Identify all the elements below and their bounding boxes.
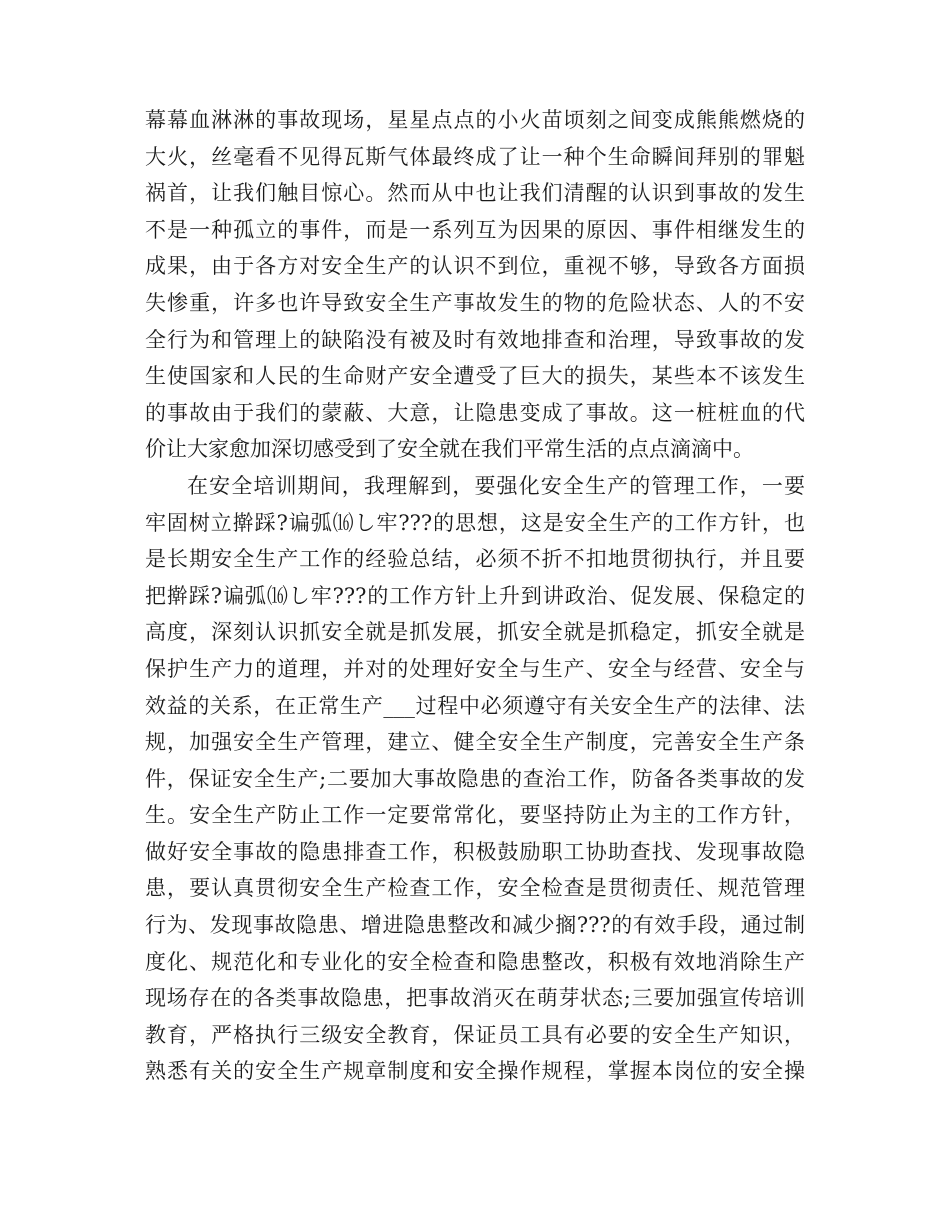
text-line: 效益的关系，在正常生产___过程中必须遵守有关安全生产的法律、法 <box>145 693 805 718</box>
text-line: 幕幕血淋淋的事故现场，星星点点的小火苗顷刻之间变成熊熊燃烧的 <box>145 108 805 132</box>
text-line: 度化、规范化和专业化的安全检查和隐患整改，积极有效地消除生产 <box>145 949 805 974</box>
text-line: 现场存在的各类事故隐患，把事故消灭在萌芽状态;三要加强宣传培训 <box>145 986 805 1011</box>
text-line: 件，保证安全生产;二要加大事故隐患的查治工作，防备各类事故的发 <box>145 766 805 791</box>
text-line: 规，加强安全生产管理，建立、健全安全生产制度，完善安全生产条 <box>145 730 805 755</box>
text-line: 行为、发现事故隐患、增进隐患整改和减少搁???的有效手段，通过制 <box>145 913 805 938</box>
body-text <box>145 102 805 1090</box>
text-line: 价让大家愈加深切感受到了安全就在我们平常生活的点点滴滴中。 <box>145 437 754 462</box>
text-line: 是长期安全生产工作的经验总结，必须不折不扣地贯彻执行，并且要 <box>145 547 805 572</box>
text-line: 熟悉有关的安全生产规章制度和安全操作规程，掌握本岗位的安全操 <box>145 1059 805 1084</box>
text-line: 把擀踩?谝弧⒃し牢???的工作方针上升到讲政治、促发展、保稳定的 <box>145 583 805 608</box>
text-line: 成果，由于各方对安全生产的认识不到位，重视不够，导致各方面损 <box>145 254 805 279</box>
paragraph-2 <box>145 468 805 1090</box>
text-line: 做好安全事故的隐患排查工作，积极鼓励职工协助查找、发现事故隐 <box>145 839 805 864</box>
text-line: 牢固树立擀踩?谝弧⒃し牢???的思想，这是安全生产的工作方针，也 <box>145 510 805 535</box>
text-line: 祸首，让我们触目惊心。然而从中也让我们清醒的认识到事故的发生 <box>145 181 805 206</box>
text-line: 不是一种孤立的事件，而是一系列互为因果的原因、事件相继发生的 <box>145 217 805 242</box>
text-line: 在安全培训期间，我理解到，要强化安全生产的管理工作，一要 <box>187 473 805 498</box>
text-line: 生。安全生产防止工作一定要常常化，要坚持防止为主的工作方针， <box>145 803 805 828</box>
text-line: 生使国家和人民的生命财产安全遭受了巨大的损失，某些本不该发生 <box>145 364 805 389</box>
text-line: 失惨重，许多也许导致安全生产事故发生的物的危险状态、人的不安 <box>145 290 805 315</box>
text-line: 的事故由于我们的蒙蔽、大意，让隐患变成了事故。这一桩桩血的代 <box>145 400 805 425</box>
paragraph-1 <box>145 102 805 468</box>
text-line: 全行为和管理上的缺陷没有被及时有效地排查和治理，导致事故的发 <box>145 327 805 352</box>
text-line: 大火，丝毫看不见得瓦斯气体最终成了让一种个生命瞬间拜别的罪魁 <box>145 144 805 169</box>
text-line: 患，要认真贯彻安全生产检查工作，安全检查是贯彻责任、规范管理 <box>145 876 805 901</box>
text-line: 高度，深刻认识抓安全就是抓发展，抓安全就是抓稳定，抓安全就是 <box>145 620 805 645</box>
text-line: 教育，严格执行三级安全教育，保证员工具有必要的安全生产知识， <box>145 1022 805 1047</box>
text-line: 保护生产力的道理，并对的处理好安全与生产、安全与经营、安全与 <box>145 656 805 681</box>
